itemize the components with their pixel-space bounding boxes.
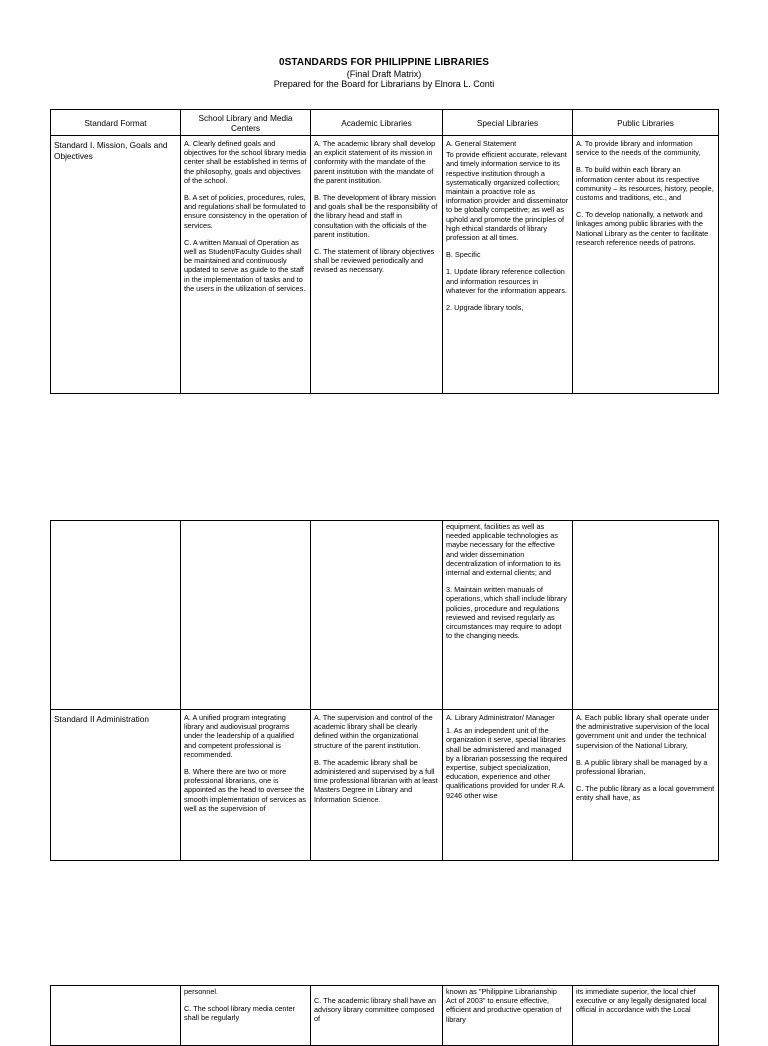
standards-table-page-3 bbox=[50, 985, 719, 1046]
paragraph: 1. Update library reference collection and information resources in whatever for the information appears. bbox=[446, 267, 567, 295]
table-row-standard-1-continued bbox=[51, 521, 719, 710]
paragraph: To provide efficient accurate, relevant and timely information service to its respective institution through a systematically organized collection; maintain a proactive role as information provider and disseminator to be globally competitive; as well as uphold and promote the principles of high ethical standards of library profession at all times. bbox=[446, 150, 569, 243]
paragraph: equipment, facilities as well as needed applicable technologies as maybe necessary for the effective and wider dissemination decentralization of information to its internal and external clients; and bbox=[446, 522, 561, 578]
paragraph: known as "Philippine Librarianship Act of 2003" to ensure effective, efficient and productive operation of library bbox=[446, 987, 562, 1024]
standard-1-school-cell bbox=[181, 136, 311, 394]
standard-1-special-continued-cell bbox=[443, 521, 573, 710]
empty-cell bbox=[51, 521, 181, 710]
standard-1-academic-cell bbox=[311, 136, 443, 394]
paragraph: its immediate superior, the local chief executive or any legally designated local official in accordance with the Local bbox=[576, 987, 707, 1015]
paragraph: B. Where there are two or more professional librarians, one is appointed as the head to oversee the smooth implementation of services as well as the supervision of bbox=[184, 767, 307, 813]
paragraph: 3. Maintain written manuals of operations, which shall include library policies, procedure and regulations reviewed and revised regularly as circumstances may require to adopt to the changing needs. bbox=[446, 585, 567, 641]
paragraph: A. General Statement bbox=[446, 139, 517, 148]
standard-2-school-continued-cell bbox=[181, 986, 311, 1046]
paragraph: personnel. bbox=[184, 987, 219, 996]
standard-2-label: Standard II Administration bbox=[51, 710, 181, 861]
standards-table-page-2 bbox=[50, 520, 719, 861]
paragraph: C. The school library media center shall be regularly bbox=[184, 1004, 295, 1023]
empty-cell bbox=[51, 986, 181, 1046]
empty-cell bbox=[311, 521, 443, 710]
empty-cell bbox=[573, 521, 719, 710]
standard-2-academic-continued-cell bbox=[311, 986, 443, 1046]
paragraph: 1. As an independent unit of the organization it serve, special libraries shall be administered and managed by a librarian possessing the required expertise, subject specialization, education, experience and other qualifications provided for under R.A. 9246 other wise bbox=[446, 726, 568, 800]
paragraph: B. The academic library shall be administered and supervised by a full time professional librarian with at least Masters Degree in Library and Information Science. bbox=[314, 757, 438, 804]
standard-2-school-cell bbox=[181, 710, 311, 861]
standards-table-page-1 bbox=[50, 109, 719, 394]
paragraph: A. To provide library and information service to the needs of the community, bbox=[576, 139, 701, 158]
paragraph: A. Each public library shall operate under the administrative supervision of the local government unit and under the technical supervision of the National Library, bbox=[576, 713, 710, 750]
paragraph: A. The academic library shall develop an explicit statement of its mission in conformity with the mandate of the parent institution with the mandate of the parent institution. bbox=[314, 139, 436, 185]
paragraph: C. A written Manual of Operation as well as Student/Faculty Guides shall be maintained and continuously updated to serve as guide to the staff in the implementation of tasks and to the users in the utilization of services. bbox=[184, 237, 306, 293]
standard-2-special-continued-cell bbox=[443, 986, 573, 1046]
paragraph: C. The public library as a local government entity shall have, as bbox=[576, 784, 715, 803]
document-title: 0STANDARDS FOR PHILIPPINE LIBRARIES bbox=[279, 57, 489, 68]
table-row-standard-2-continued bbox=[51, 986, 719, 1046]
paragraph: B. A set of policies, procedures, rules, and regulations shall be formulated to ensure consistency in the operation of services. bbox=[184, 193, 307, 230]
paragraph: A. The supervision and control of the academic library shall be clearly defined within the organizational structure of the parent institution. bbox=[314, 713, 433, 750]
paragraph: A. Clearly defined goals and objectives for the school library media center shall be established in terms of the philosophy, goals and objectives of the school. bbox=[184, 139, 307, 185]
paragraph: 2. Upgrade library tools, bbox=[446, 303, 524, 313]
standard-1-special-cell bbox=[443, 136, 573, 394]
column-header-school-library: School Library and Media Centers bbox=[181, 110, 311, 136]
paragraph: B. A public library shall be managed by a professional librarian, bbox=[576, 757, 708, 777]
standard-2-special-cell bbox=[443, 710, 573, 861]
standard-2-academic-cell bbox=[311, 710, 443, 861]
table-header-row bbox=[51, 110, 719, 136]
paragraph: C. The academic library shall have an advisory library committee composed of bbox=[314, 996, 436, 1024]
column-header-standard-format: Standard Format bbox=[51, 110, 181, 136]
paragraph: C. The statement of library objectives shall be reviewed periodically and revised as necessary. bbox=[314, 247, 435, 275]
paragraph: A. Library Administrator/ Manager bbox=[446, 713, 555, 722]
document-subtitle: (Final Draft Matrix) bbox=[346, 69, 422, 79]
paragraph: B. To build within each library an information center about its respective community – its resources, history, people, customs and traditions, etc., and bbox=[576, 165, 714, 203]
column-header-academic-libraries: Academic Libraries bbox=[311, 110, 443, 136]
empty-cell bbox=[181, 521, 311, 710]
paragraph: B. Specific bbox=[446, 250, 481, 260]
standard-2-public-continued-cell bbox=[573, 986, 719, 1046]
paragraph: B. The development of library mission and goals shall be the responsibility of the library head and staff in consultation with the officials of the parent institution. bbox=[314, 193, 438, 239]
paragraph: A. A unified program integrating library and audiovisual programs under the leadership of a qualified and competent professional is recommended. bbox=[184, 713, 294, 759]
table-row-standard-2 bbox=[51, 710, 719, 861]
table-row-standard-1 bbox=[51, 136, 719, 394]
standard-1-label: Standard I. Mission, Goals and Objectives bbox=[51, 136, 181, 394]
paragraph: C. To develop nationally, a network and linkages among public libraries with the National Library as the center to facilitate research reference needs of patrons. bbox=[576, 210, 709, 247]
prepared-by-line: Prepared for the Board for Librarians by Elnora L. Conti bbox=[273, 79, 495, 89]
standard-2-public-cell bbox=[573, 710, 719, 861]
column-header-special-libraries: Special Libraries bbox=[443, 110, 573, 136]
standard-1-public-cell bbox=[573, 136, 719, 394]
column-header-public-libraries: Public Libraries bbox=[573, 110, 719, 136]
